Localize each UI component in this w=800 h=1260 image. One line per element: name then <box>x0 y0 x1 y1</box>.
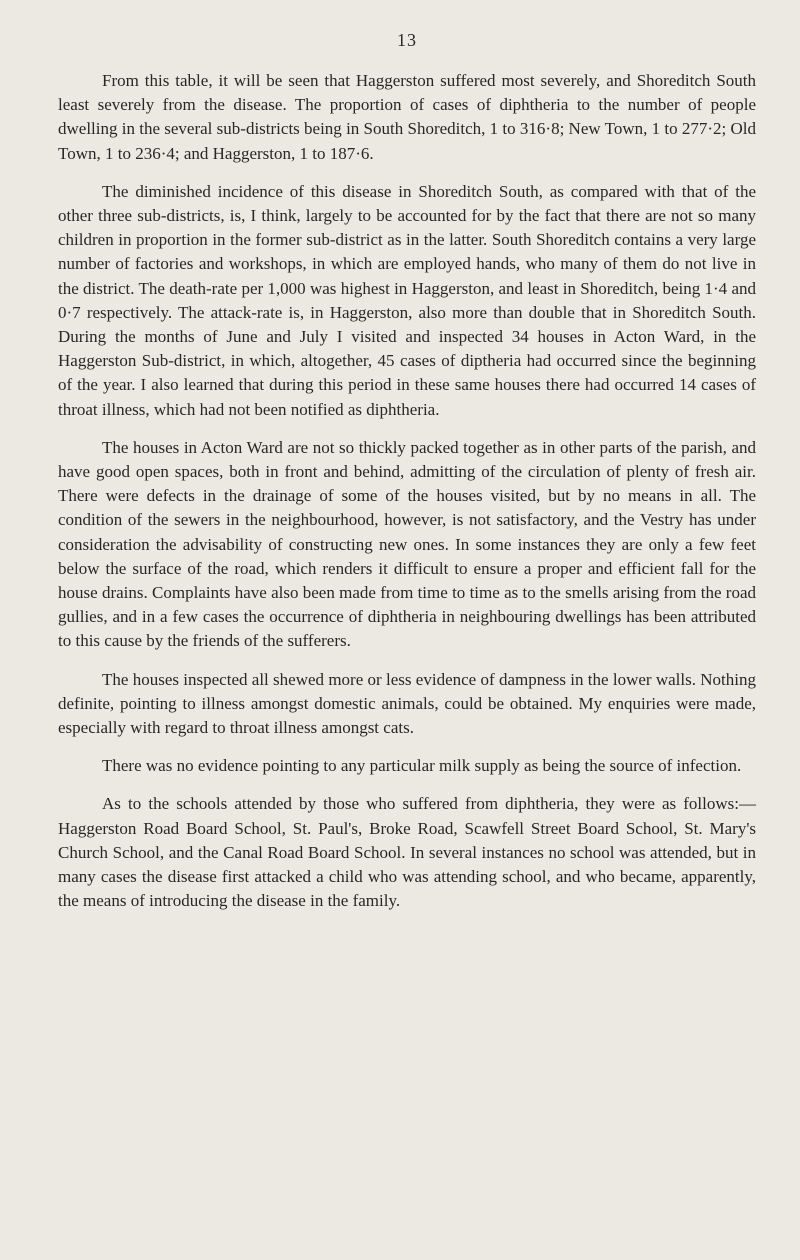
page-number: 13 <box>397 30 417 50</box>
paragraph-2: The diminished incidence of this disease in Shoreditch South, as compared with that of the other three sub-districts, is, I think, largely to be accounted for by the fact that there are not so many children in proportion in the former sub-district as in the latter. South Shoreditch contains a very large number of factories and workshops, in which are employed hands, who many of them do not live in the district. The death-rate per 1,000 was highest in Haggerston, and least in Shoreditch, being 1·4 and 0·7 respectively. The attack-rate is, in Haggerston, also more than double that in Shoreditch South. During the months of June and July I visited and inspected 34 houses in Acton Ward, in the Haggerston Sub-district, in which, altogether, 45 cases of diptheria had occurred since the beginning of the year. I also learned that during this period in these same houses there had occurred 14 cases of throat illness, which had not been notified as diphtheria. <box>58 181 756 419</box>
paragraph-6: As to the schools attended by those who suffered from diphtheria, they were as follows:—Haggerston Road Board School, St. Paul's, Broke Road, Scawfell Street Board School, St. Mary's Church School, and the Canal Road Board School. In several instances no school was attended, but in many cases the disease first attacked a child who was attending school, and who became, apparently, the means of introducing the disease in the family. <box>58 794 756 911</box>
paragraph-5: There was no evidence pointing to any particular milk supply as being the source of infection. <box>102 756 742 776</box>
paragraph-1: From this table, it will be seen that Haggerston suffered most severely, and Shoreditch South least severely from the disease. The proportion of cases of diphtheria to the number of people dwelling in the several sub-districts being in South Shoreditch, 1 to 316·8; New Town, 1 to 277·2; Old Town, 1 to 236·4; and Haggerston, 1 to 187·6. <box>58 71 756 163</box>
paragraph-3: The houses in Acton Ward are not so thickly packed together as in other parts of the parish, and have good open spaces, both in front and behind, admitting of the circulation of plenty of fresh air. There were defects in the drainage of some of the houses visited, but by no means in all. The condition of the sewers in the neighbourhood, however, is not satisfactory, and the Vestry has under consideration the advisability of constructing new ones. In some instances they are only a few feet below the surface of the road, which renders it difficult to ensure a proper and efficient fall for the house drains. Complaints have also been made from time to time as to the smells arising from the road gullies, and in a few cases the occurrence of diphtheria in neighbouring dwellings has been attributed to this cause by the friends of the sufferers. <box>58 437 756 651</box>
paragraph-4: The houses inspected all shewed more or less evidence of dampness in the lower walls. Nothing definite, pointing to illness amongst domestic animals, could be obtained. My enquiries were made, especially with regard to throat illness amongst cats. <box>58 669 756 738</box>
